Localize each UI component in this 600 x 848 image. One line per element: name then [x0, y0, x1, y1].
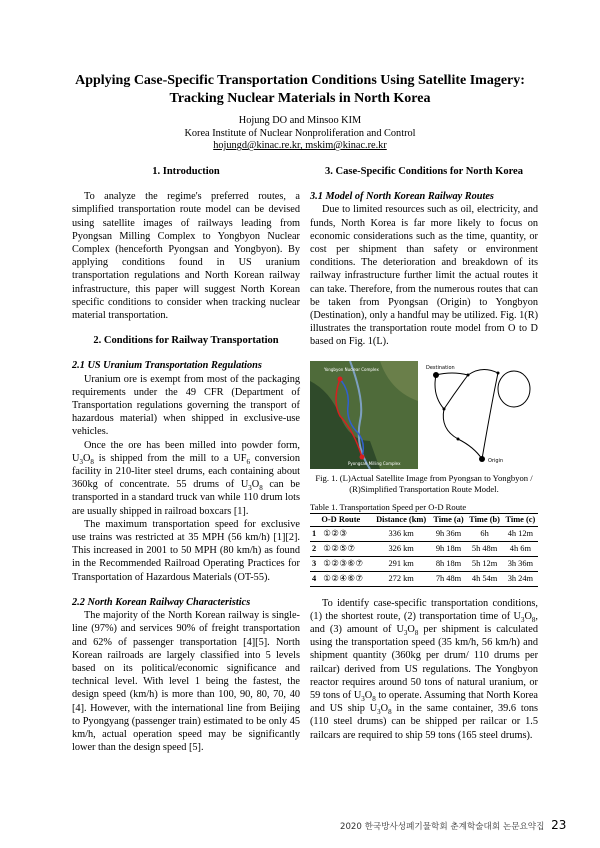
route-schematic	[422, 361, 538, 469]
author-affiliation: Korea Institute of Nuclear Nonproliferation and Control	[184, 127, 416, 139]
author-block	[40, 115, 560, 153]
paragraph-3-1-b: To identify case-specific transportation conditions, (1) the shortest route, (2) transportation time of $U_3O_8$, and (3) amount of $U_3O_8$ per shipment is calculated using the transportation speed (35 km/h, 56 km/h) and shipment quantity (360kg per drum/ 110 drums per railcar) derived from US regulations. The Yongbyon reactor requires around 50 tons of natural uranium, or 59 tons of $U_3O_8$ to operate. Assuming that North Korea and US ship $U_3O_8$ in the same container, 39.6 tons (110 steel drums) can be shipped per railcar or 1.5 railcars are required to ship 59 tons (165 steel drums).	[310, 597, 539, 741]
title-line-2: Tracking Nuclear Materials in North Korea	[169, 91, 431, 106]
footer-text: 2020 한국방사성폐기물학회 춘계학술대회 논문요약집	[340, 822, 545, 832]
author-emails[interactable]: hojungd@kinac.re.kr, mskim@kinac.re.kr	[213, 140, 387, 152]
col-header-route: O-D Route	[310, 513, 372, 526]
table-caption: Table 1. Transportation Speed per O-D Route	[310, 501, 467, 512]
page-footer	[340, 818, 566, 832]
col-header-time-a: Time (a)	[431, 513, 467, 526]
speed-table	[310, 513, 538, 587]
title-line-1: Applying Case-Specific Transportation Conditions Using Satellite Imagery:	[75, 73, 525, 88]
paper-title	[40, 72, 560, 108]
author-names: Hojung DO and Minsoo KIM	[238, 115, 362, 126]
node-origin	[479, 456, 485, 462]
paragraph-3-1-a: Due to limited resources such as oil, electricity, and funds, North Korea is far more likely to focus on economic considerations such as the time, quantity, or cost per shipment than safety or environment conditions. The deterioration and breakdown of its railway infrastructure further limit the actual routes it can take. Therefore, from the numerous routes that can be taken from Pyongsan (Origin) to Yongbyon (Destination), only a handful may be utilized. Fig. 1(R) illustrates the transportation route model from O to D based on Fig. 1(L).	[310, 204, 538, 348]
figure-caption: Fig. 1. (L)Actual Satellite Image from Pyongsan to Yongbyon / (R)Simplified Transportation Route Model.	[315, 472, 533, 495]
paragraph-2-1-a: Uranium ore is exempt from most of the packaging requirements under the 49 CFR (Department of Transportation regulations governing the transport of hazardous material) when shipped in exclusive-use vehicles.	[72, 373, 300, 438]
subsection-title-2-1: 2.1 US Uranium Transportation Regulations	[72, 360, 262, 372]
col-header-time-b: Time (b)	[466, 513, 502, 526]
satellite-image	[310, 361, 418, 469]
table-row: 3 ①②③⑥⑦ 291 km 8h 18m 5h 12m 3h 36m	[310, 556, 538, 571]
intro-paragraph: To analyze the regime's preferred routes, a simplified transportation route model can be devised using satellite images of railways leading from Pyongsan Milling Complex to Yongbyon Nuclear Complex (henceforth Pyongsan and Yongbyon). By applying conditions found in US uranium transportation regulations and North Korean railway infrastructure, this paper will suggest North Korean specific conditions to consider when tracking nuclear material transportation.	[72, 191, 300, 322]
section-title-conditions: 2. Conditions for Railway Transportation	[93, 335, 279, 347]
satellite-label-bottom: Pyongsan Milling Complex	[348, 460, 401, 466]
left-column	[72, 165, 300, 754]
satellite-label-top: Yongbyon Nuclear Complex	[324, 366, 379, 372]
right-column	[310, 165, 538, 742]
table-row: 2 ①②⑤⑦ 326 km 9h 18m 5h 48m 4h 6m	[310, 541, 538, 556]
section-title-case-specific: 3. Case-Specific Conditions for North Korea	[325, 166, 523, 177]
subsection-title-2-2: 2.2 North Korean Railway Characteristics	[72, 596, 251, 608]
table-header-row	[310, 513, 538, 526]
col-header-distance: Distance (km)	[372, 513, 431, 526]
col-header-time-c: Time (c)	[503, 513, 538, 526]
figure-1	[310, 361, 538, 469]
table-row: 4 ①②④⑥⑦ 272 km 7h 48m 4h 54m 3h 24m	[310, 571, 538, 586]
table-row: 1 ①②③ 336 km 9h 36m 6h 4h 12m	[310, 526, 538, 541]
paragraph-2-1-b: Once the ore has been milled into powder form, $U_3O_8$ is shipped from the mill to a $UF_6$ conversion facility in 210-liter steel drums, each containing about 360kg of concentrate. 55 drums of $U_3O_8$ can be transported in a standard truck van while 110 drum lots are usually shipped in railroad boxcars [1].	[72, 439, 300, 517]
section-title-introduction: 1. Introduction	[152, 166, 220, 177]
page-number: 23	[551, 818, 567, 832]
paragraph-2-1-c: The maximum transportation speed for exclusive use trains was restricted at 35 MPH (56 km/h) [1][2]. This increased in 2001 to 50 MPH (80 km/h) as found in the Recommended Railroad Operating Practices for Transportation of Hazardous Materials (OT-55).	[72, 518, 300, 583]
dest-label: Destination	[426, 364, 455, 371]
subsection-title-3-1: 3.1 Model of North Korean Railway Routes	[310, 191, 494, 203]
origin-label: Origin	[488, 457, 504, 464]
paragraph-2-2: The majority of the North Korean railway is single-line (97%) and services 90% of freight transportation and 62% of passenger transportation [4][5]. North Korean railroads are largely classified into 5 levels based on its political/economic significance and technical level. With level 1 being the fastest, the design speed (km/h) is more than 100, 90, 80, 70, 40 [4]. However, with the international line from Beijing to Pyongyang (passenger train) estimated to be only 45 km/h, actual operation speed may be significantly lower than the design speed [5].	[72, 610, 300, 754]
